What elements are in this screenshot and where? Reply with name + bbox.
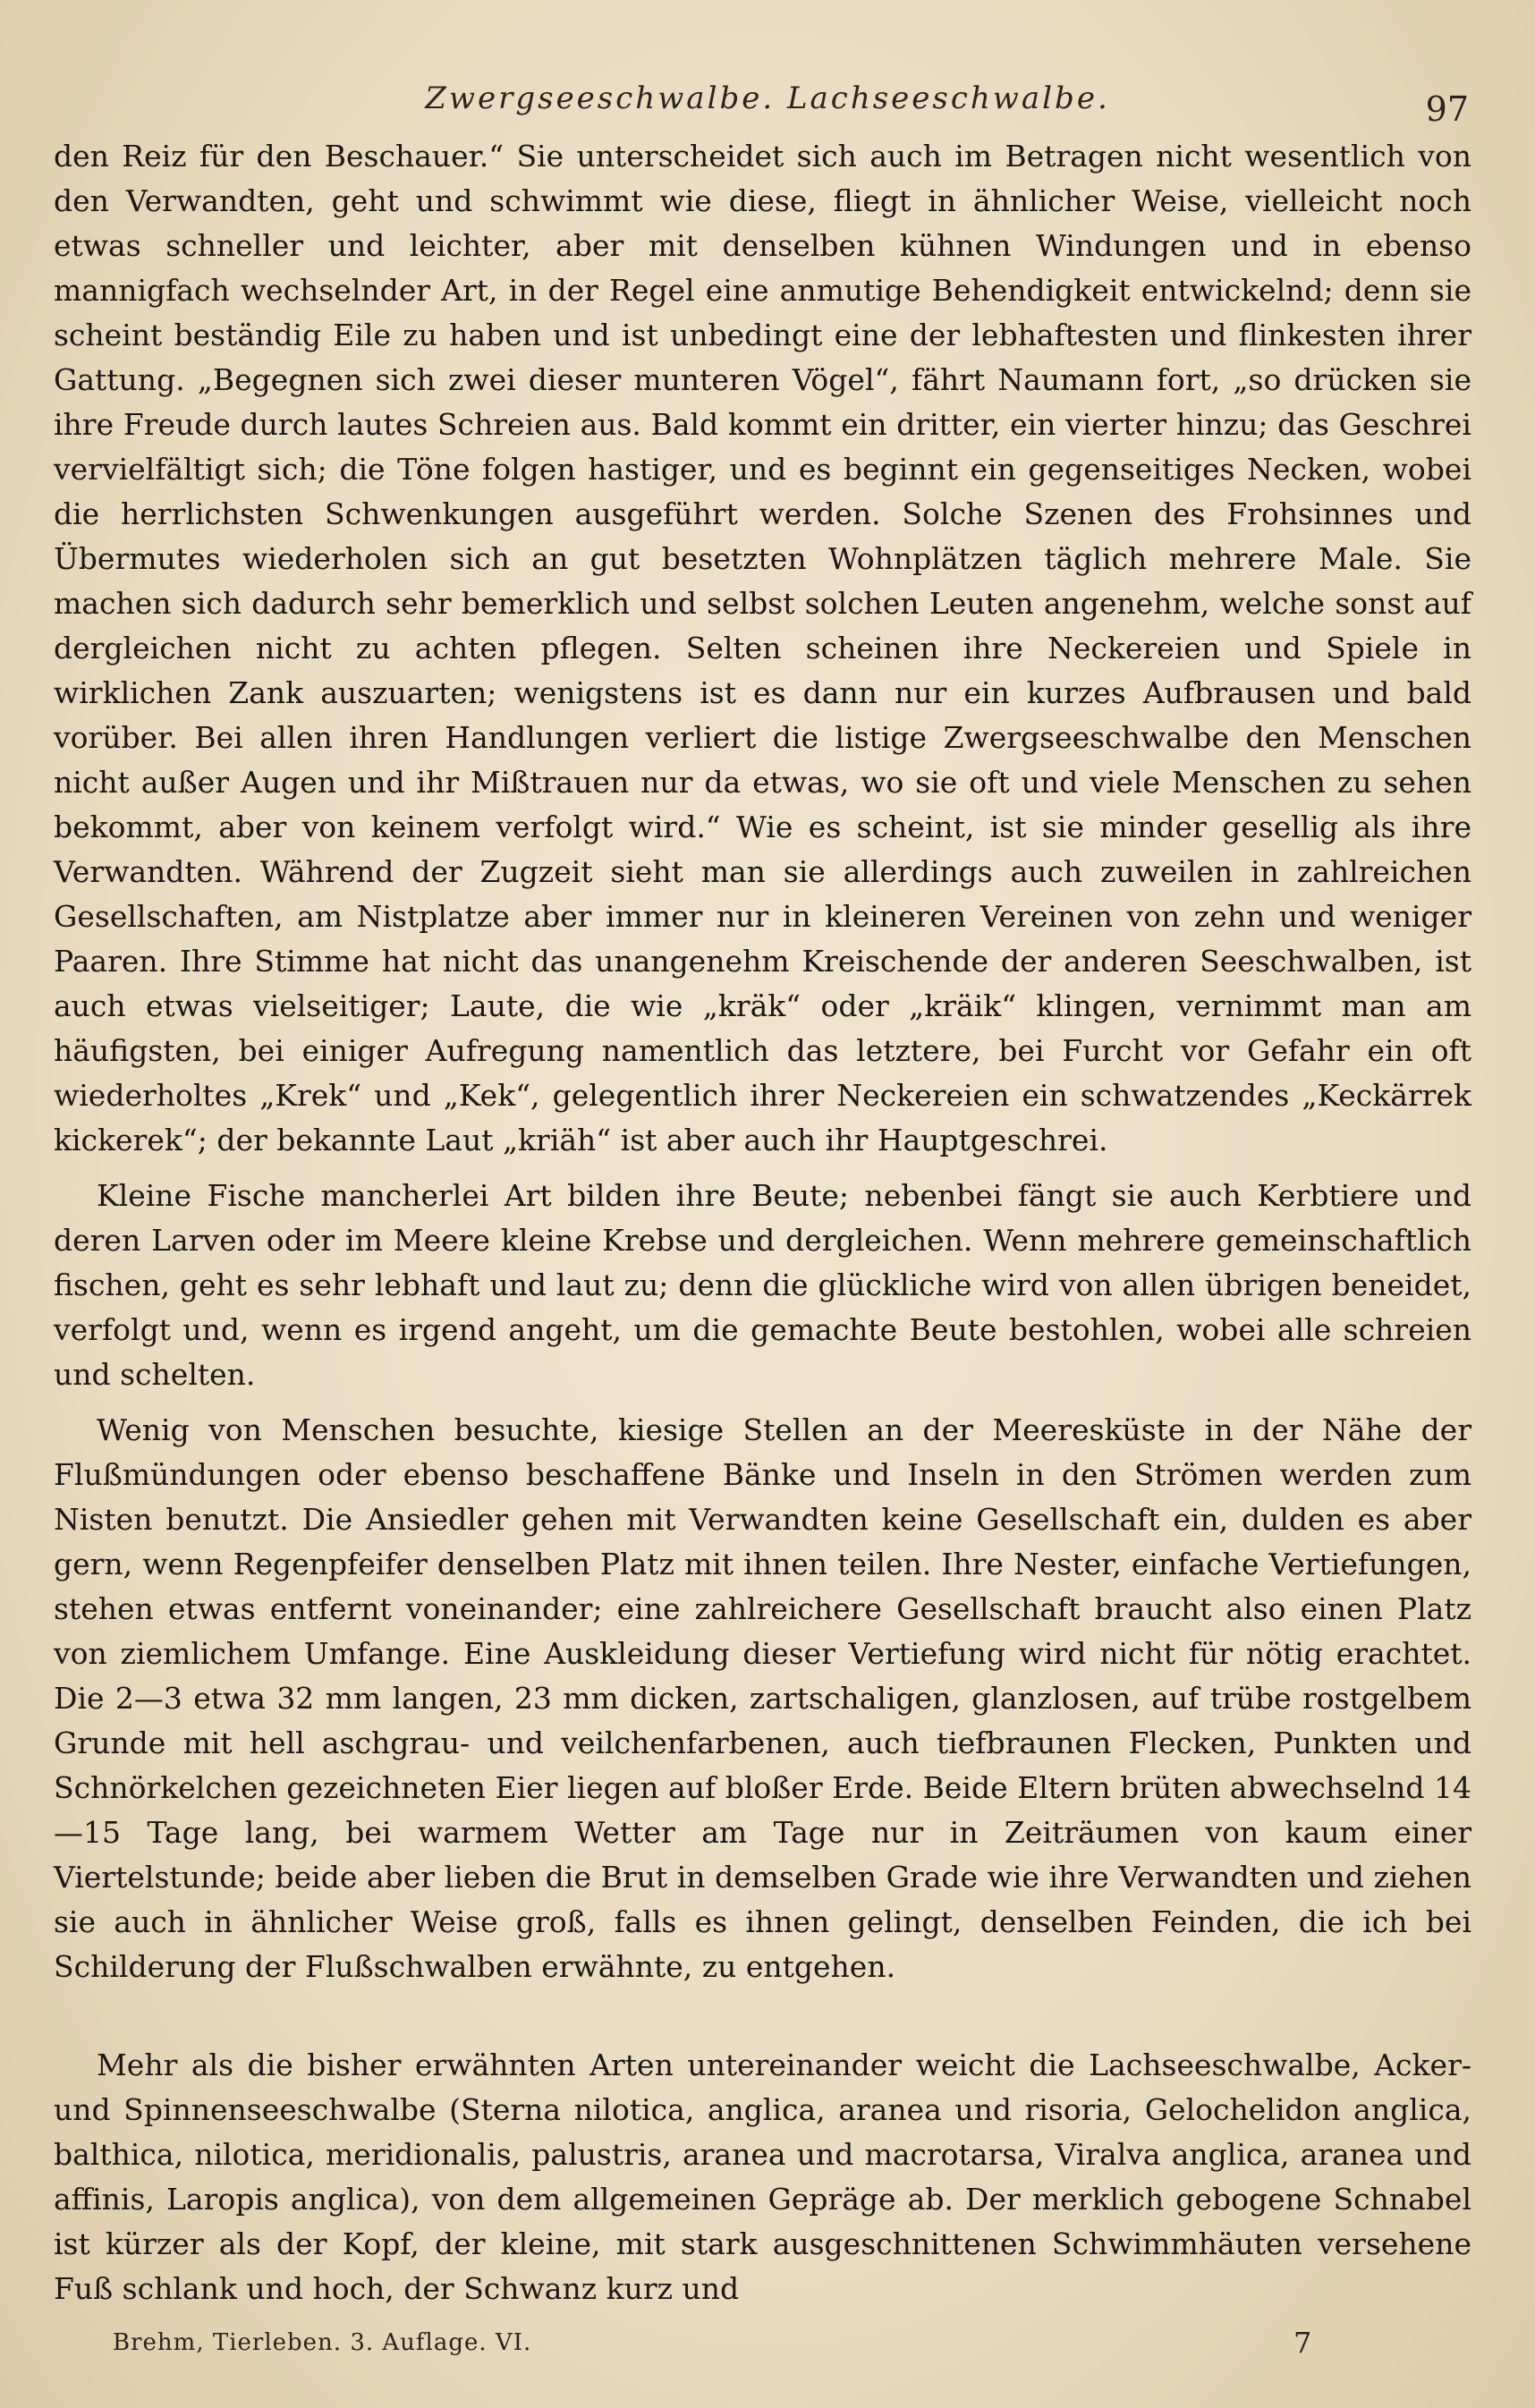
page-number: 97 bbox=[1425, 89, 1469, 129]
signature-mark: 7 bbox=[1293, 2326, 1312, 2360]
paragraph-behavior: den Reiz für den Beschauer.“ Sie unterscheidet sich auch im Betragen nicht wesentlich von den Verwandten, geht und schwimmt wie diese, fliegt in ähnlicher Weise, vielleicht noch etwas schneller und leichter, aber mit denselben kühnen Windungen und in ebenso mannigfach wechselnder Art, in der Regel eine anmutige Behendigkeit entwickelnd; denn sie scheint beständig Eile zu haben und ist unbedingt eine der lebhaftesten und flinkesten ihrer Gattung. „Begegnen sich zwei dieser munteren Vögel“, fährt Naumann fort, „so drücken sie ihre Freude durch lautes Schreien aus. Bald kommt ein dritter, ein vierter hinzu; das Geschrei vervielfältigt sich; die Töne folgen hastiger, und es beginnt ein gegenseitiges Necken, wobei die herrlichsten Schwenkungen ausgeführt werden. Solche Szenen des Frohsinnes und Übermutes wiederholen sich an gut besetzten Wohnplätzen täglich mehrere Male. Sie machen sich dadurch sehr bemerklich und selbst solchen Leuten angenehm, welche sonst auf dergleichen nicht zu achten pflegen. Selten scheinen ihre Neckereien und Spiele in wirklichen Zank auszuarten; wenigstens ist es dann nur ein kurzes Aufbrausen und bald vorüber. Bei allen ihren Handlungen verliert die listige Zwergseeschwalbe den Menschen nicht außer Augen und ihr Mißtrauen nur da etwas, wo sie oft und viele Menschen zu sehen bekommt, aber von keinem verfolgt wird.“ Wie es scheint, ist sie minder gesellig als ihre Verwandten. Während der Zugzeit sieht man sie allerdings auch zuweilen in zahlreichen Gesellschaften, am Nistplatze aber immer nur in kleineren Vereinen von zehn und weniger Paaren. Ihre Stimme hat nicht das unangenehm Kreischende der anderen Seeschwalben, ist auch etwas vielseitiger; Laute, die wie „kräk“ oder „kräik“ klingen, vernimmt man am häufigsten, bei einiger Aufregung namentlich das letztere, bei Furcht vor Gefahr ein oft wiederholtes „Krek“ und „Kek“, gelegentlich ihrer Neckereien ein schwatzendes „Keckärrek kickerek“; der bekannte Laut „kriäh“ ist aber auch ihr Hauptgeschrei. bbox=[54, 139, 1471, 1157]
body-text bbox=[54, 134, 1471, 2311]
paragraph-lachseeschwalbe: Mehr als die bisher erwähnten Arten untereinander weicht die Lachseeschwalbe, Acker- und Spinnenseeschwalbe (Sterna nilotica, anglica, aranea und risoria, Gelochelidon anglica, balthica, nilotica, meridionalis, palustris, aranea und macrotarsa, Viralva anglica, aranea und affinis, Laropis anglica), von dem allgemeinen Gepräge ab. Der merklich gebogene Schnabel ist kürzer als der Kopf, der kleine, mit stark ausgeschnittenen Schwimmhäuten versehene Fuß schlank und hoch, der Schwanz kurz und bbox=[54, 2048, 1471, 2306]
paragraph-nesting: Wenig von Menschen besuchte, kiesige Stellen an der Meeresküste in der Nähe der Flußmündungen oder ebenso beschaffene Bänke und Inseln in den Strömen werden zum Nisten benutzt. Die Ansiedler gehen mit Verwandten keine Gesellschaft ein, dulden es aber gern, wenn Regenpfeifer denselben Platz mit ihnen teilen. Ihre Nester, einfache Vertiefungen, stehen etwas entfernt voneinander; eine zahlreichere Gesellschaft braucht also einen Platz von ziemlichem Umfange. Eine Auskleidung dieser Vertiefung wird nicht für nötig erachtet. Die 2—3 etwa 32 mm langen, 23 mm dicken, zartschaligen, glanzlosen, auf trübe rostgelbem Grunde mit hell aschgrau- und veilchenfarbenen, auch tiefbraunen Flecken, Punkten und Schnörkelchen gezeichneten Eier liegen auf bloßer Erde. Beide Eltern brüten abwechselnd 14—15 Tage lang, bei warmem Wetter am Tage nur in Zeiträumen von kaum einer Viertelstunde; beide aber lieben die Brut in demselben Grade wie ihre Verwandten und ziehen sie auch in ähnlicher Weise groß, falls es ihnen gelingt, denselben Feinden, die ich bei Schilderung der Flußschwalben erwähnte, zu entgehen. bbox=[54, 1412, 1471, 1984]
page-footer bbox=[0, 2326, 1535, 2374]
page-header bbox=[0, 75, 1535, 129]
running-head: Zwergseeschwalbe. Lachseeschwalbe. bbox=[425, 81, 1110, 116]
footer-imprint: Brehm, Tierleben. 3. Auflage. VI. bbox=[113, 2329, 532, 2356]
paragraph-food: Kleine Fische mancherlei Art bilden ihre Beute; nebenbei fängt sie auch Kerbtiere und deren Larven oder im Meere kleine Krebse und dergleichen. Wenn mehrere gemeinschaftlich fischen, geht es sehr lebhaft und laut zu; denn die glückliche wird von allen übrigen beneidet, verfolgt und, wenn es irgend angeht, um die gemachte Beute bestohlen, wobei alle schreien und schelten. bbox=[54, 1178, 1471, 1392]
